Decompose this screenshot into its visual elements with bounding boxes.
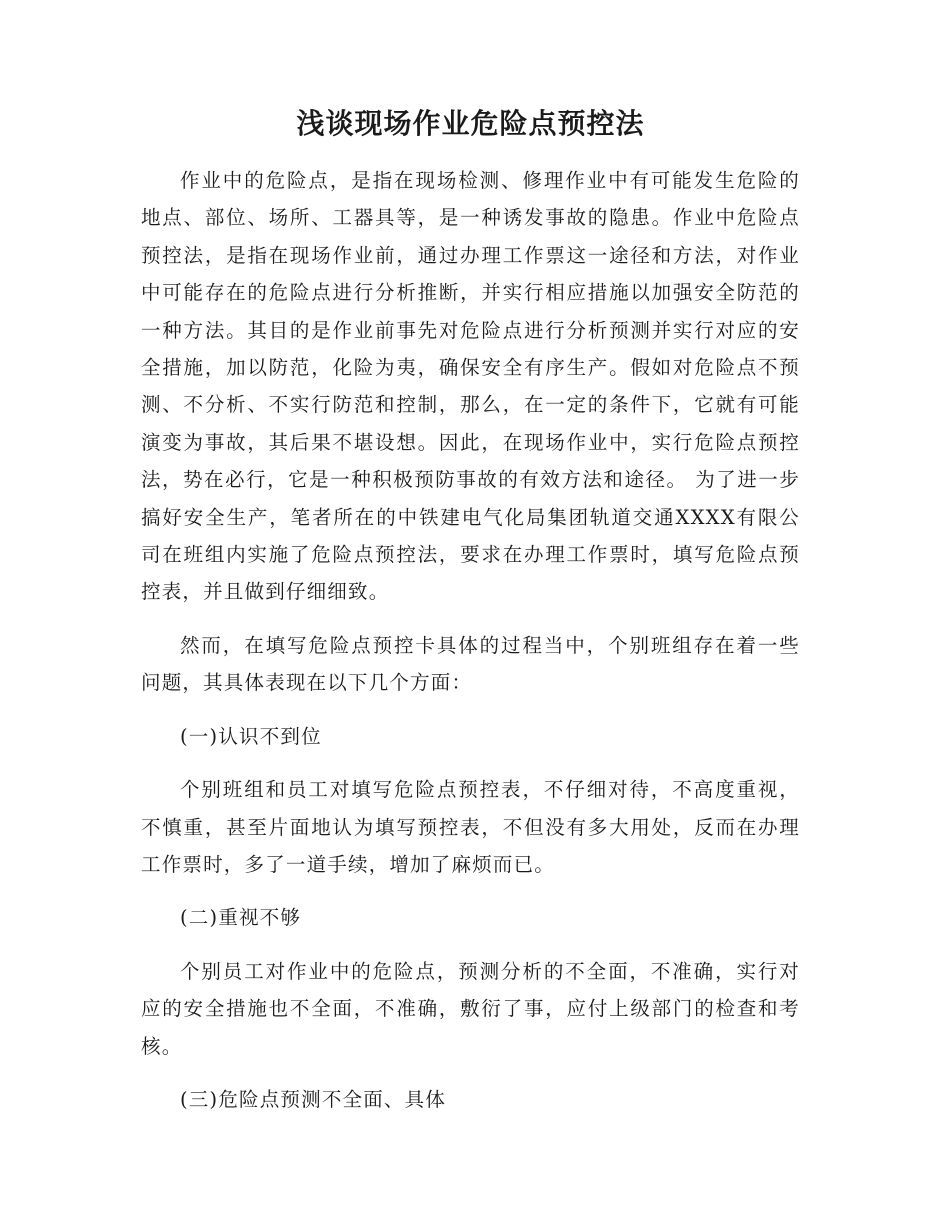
document-title: 浅谈现场作业危险点预控法 [296,107,645,140]
section-heading-2: (二)重视不够 [180,906,302,930]
paragraph-section-1: 个别班组和员工对填写危险点预控表，不仔细对待，不高度重视，不慎重，甚至片面地认为填写预控表，不但没有多大用处，反而在办理工作票时，多了一道手续，增加了麻烦而已。 [141,778,800,876]
paragraph-intro: 作业中的危险点，是指在现场检测、修理作业中有可能发生危险的地点、部位、场所、工器具等，是一种诱发事故的隐患。作业中危险点预控法，是指在现场作业前，通过办理工作票这一途径和方法，对作业中可能存在的危险点进行分析推断，并实行相应措施以加强安全防范的一种方法。其目的是作业前事先对危险点进行分析预测并实行对应的安全措施，加以防范，化险为夷，确保安全有序生产。假如对危险点不预测、不分析、不实行防范和控制，那么，在一定的条件下，它就有可能演变为事故，其后果不堪设想。因此，在现场作业中，实行危险点预控法，势在必行，它是一种积极预防事故的有效方法和途径。 为了进一步搞好安全生产，笔者所在的中铁建电气化局集团轨道交通XXXX有限公司在班组内实施了危险点预控法，要求在办理工作票时，填写危险点预控表，并且做到仔细细致。 [141,169,800,604]
paragraph-section-2: 个别员工对作业中的危险点，预测分析的不全面，不准确，实行对应的安全措施也不全面，不准确，敷衍了事，应付上级部门的检查和考核。 [141,959,800,1058]
section-heading-1: (一)认识不到位 [180,724,322,748]
section-heading-3: (三)危险点预测不全面、具体 [180,1087,447,1111]
paragraph-problems-intro: 然而，在填写危险点预控卡具体的过程当中，个别班组存在着一些问题，其具体表现在以下几个方面： [141,633,800,695]
